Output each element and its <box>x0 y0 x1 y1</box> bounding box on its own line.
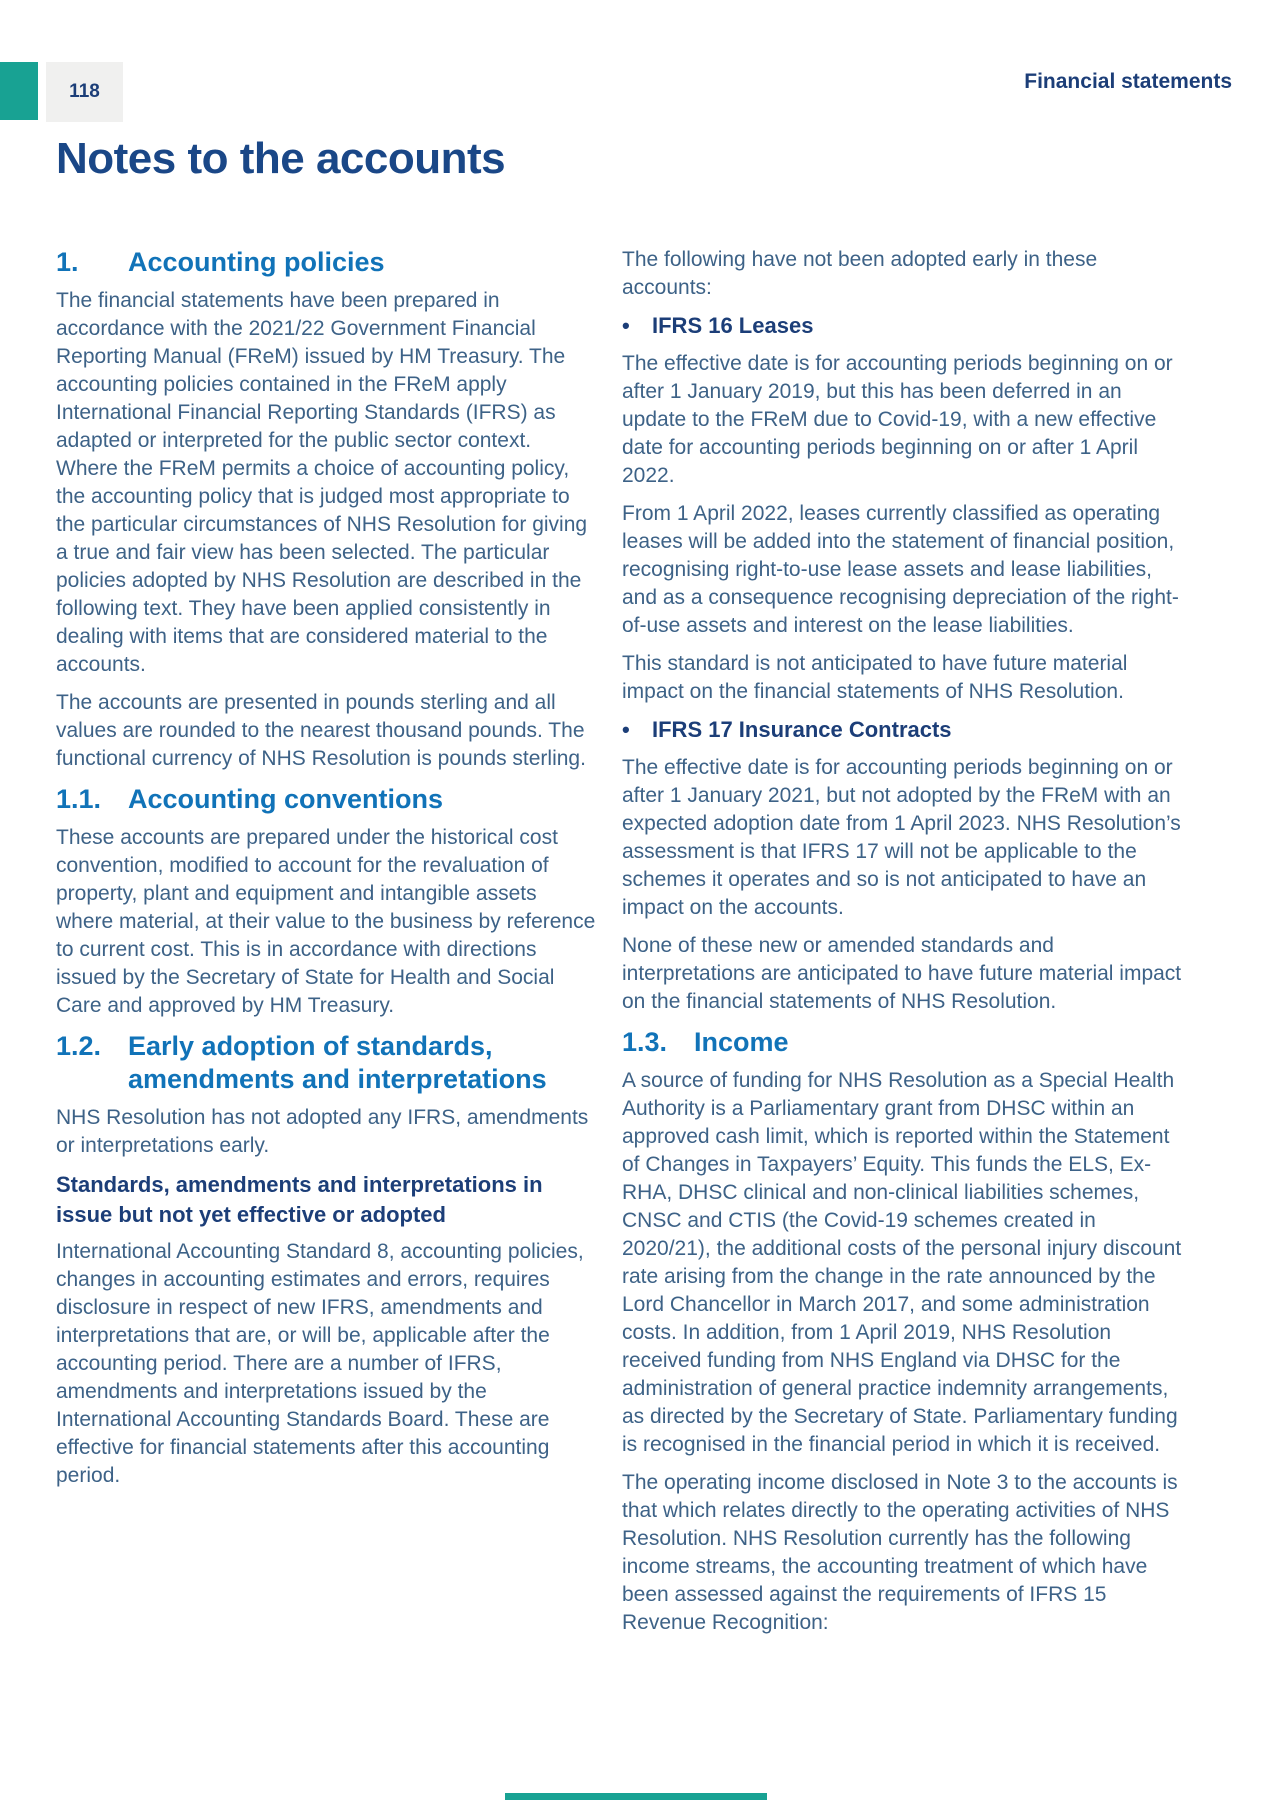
running-header: Financial statements <box>1024 70 1232 93</box>
right-column <box>622 246 1182 1647</box>
subheading-standards-not-yet-effective: Standards, amendments and interpretations in issue but not yet effective or adopted <box>56 1172 543 1227</box>
paragraph: From 1 April 2022, leases currently classified as operating leases will be added into the statement of financial position, recognising right-to-use lease assets and lease liabilities, and as a consequence recognising depreciation of the right-of-use assets and interest on the lease liabilities. <box>622 502 1179 637</box>
paragraph: The operating income disclosed in Note 3 to the accounts is that which relates directly to the operating activities of NHS Resolution. NHS Resolution currently has the following income streams, the accounting treatment of which have been assessed against the requirements of IFRS 15 Revenue Recognition: <box>622 1471 1178 1634</box>
paragraph: NHS Resolution has not adopted any IFRS, amendments or interpretations early. <box>56 1106 589 1157</box>
left-column <box>56 246 596 1500</box>
bullet-ifrs-17-insurance-contracts <box>622 716 1182 744</box>
paragraph: The accounts are presented in pounds sterling and all values are rounded to the nearest thousand pounds. The functional currency of NHS Resolution is pounds sterling. <box>56 691 586 770</box>
heading-early-adoption <box>56 1030 596 1096</box>
bullet-label: IFRS 16 Leases <box>652 313 814 338</box>
bullet-ifrs-16-leases <box>622 312 1182 340</box>
paragraph: The effective date is for accounting periods beginning on or after 1 January 2019, but this has been deferred in an update to the FReM due to Covid-19, with a new effective date for accounting periods beginning on or after 1 April 2022. <box>622 352 1173 487</box>
paragraph: These accounts are prepared under the historical cost convention, modified to account for the revaluation of property, plant and equipment and intangible assets where material, at their value to the business by reference to current cost. This is in accordance with directions issued by the Secretary of State for Health and Social Care and approved by HM Treasury. <box>56 826 596 1017</box>
paragraph: International Accounting Standard 8, accounting policies, changes in accounting estimates and errors, requires disclosure in respect of new IFRS, amendments and interpretations that are, or will be, applicable after the accounting period. There are a number of IFRS, amendments and interpretations issued by the International Accounting Standards Board. These are effective for financial statements after this accounting period. <box>56 1240 584 1487</box>
heading-number: 1. <box>56 247 79 277</box>
heading-label: Early adoption of standards, amendments and interpretations <box>128 1031 547 1094</box>
heading-number: 1.3. <box>622 1027 668 1057</box>
heading-number: 1.2. <box>56 1031 102 1061</box>
paragraph: The following have not been adopted early in these accounts: <box>622 248 1098 299</box>
heading-accounting-policies <box>56 246 596 279</box>
heading-label: Accounting conventions <box>128 784 444 814</box>
paragraph: A source of funding for NHS Resolution as a Special Health Authority is a Parliamentary grant from DHSC within an approved cash limit, which is reported within the Statement of Changes in Taxpayers’ Equity. This funds the ELS, Ex-RHA, DHSC clinical and non-clinical liabilities schemes, CNSC and CTIS (the Covid-19 schemes created in 2020/21), the additional costs of the personal injury discount rate arising from the change in the rate announced by the Lord Chancellor in March 2017, and some administration costs. In addition, from 1 April 2019, NHS Resolution received funding from NHS England via DHSC for the administration of general practice indemnity arrangements, as directed by the Secretary of State. Parliamentary funding is recognised in the financial period in which it is received. <box>622 1069 1182 1456</box>
paragraph: The effective date is for accounting periods beginning on or after 1 January 2021, but not adopted by the FReM with an expected adoption date from 1 April 2023. NHS Resolution’s assessment is that IFRS 17 will not be applicable to the schemes it operates and so is not anticipated to have an impact on the accounts. <box>622 756 1181 919</box>
footer-accent-bar <box>505 1793 767 1800</box>
bullet-label: IFRS 17 Insurance Contracts <box>652 717 952 742</box>
heading-label: Accounting policies <box>128 247 385 277</box>
page-number: 118 <box>69 81 100 102</box>
page-title: Notes to the accounts <box>56 134 506 183</box>
teal-corner-block <box>0 62 38 120</box>
page-number-box <box>46 62 123 122</box>
heading-number: 1.1. <box>56 784 102 814</box>
heading-accounting-conventions <box>56 783 596 816</box>
bullet-icon: • <box>622 313 630 338</box>
paragraph: The financial statements have been prepared in accordance with the 2021/22 Government Financial Reporting Manual (FReM) issued by HM Treasury. The accounting policies contained in the FReM apply International Financial Reporting Standards (IFRS) as adapted or interpreted for the public sector context. Where the FReM permits a choice of accounting policy, the accounting policy that is judged most appropriate to the particular circumstances of NHS Resolution for giving a true and fair view has been selected. The particular policies adopted by NHS Resolution are described in the following text. They have been applied consistently in dealing with items that are considered material to the accounts. <box>56 289 588 676</box>
heading-income <box>622 1026 1182 1059</box>
paragraph: None of these new or amended standards and interpretations are anticipated to have future material impact on the financial statements of NHS Resolution. <box>622 934 1182 1013</box>
paragraph: This standard is not anticipated to have future material impact on the financial statements of NHS Resolution. <box>622 652 1128 703</box>
bullet-icon: • <box>622 717 630 742</box>
heading-label: Income <box>694 1027 789 1057</box>
